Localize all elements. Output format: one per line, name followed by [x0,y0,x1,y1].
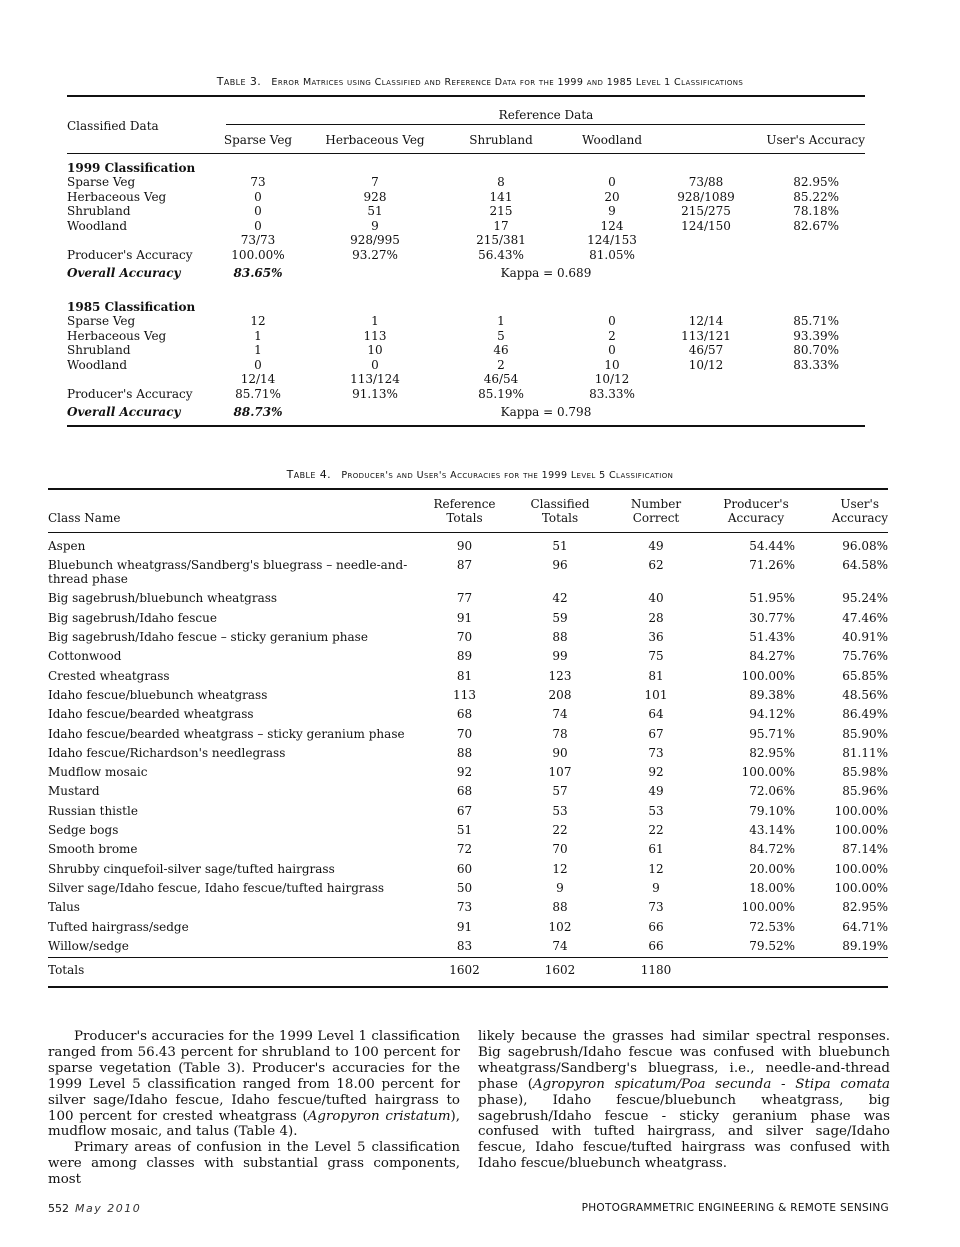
table4-producers-accuracy: 100.00% [741,668,795,683]
body-paragraph [478,1029,890,1172]
table4-producers-accuracy: 30.77% [749,610,795,625]
table3-classified-data-label: Classified Data [67,119,159,133]
table3-cell: 7 [371,175,379,189]
table4-number-correct: 12 [648,861,664,876]
table4-totals-empty [813,956,888,977]
table4-users-accuracy: 87.14% [842,842,888,857]
table4-producers-accuracy: 84.72% [749,842,795,857]
table3-pa-ratio: 113/124 [350,372,400,386]
table3-users-accuracy: 80.70% [793,343,839,357]
table3-cell: 0 [254,189,262,204]
table3-users-accuracy: 83.33% [793,357,839,372]
table-row [48,532,888,556]
table3-pa-value: 81.05% [589,247,635,262]
table4-users-accuracy: 75.76% [842,649,888,664]
table4-number-correct: 101 [644,687,668,702]
table3 [0,0,960,440]
table4-class-name: Willow/sedge [48,938,129,953]
table3-cell: 2 [497,357,505,372]
table4-users-accuracy: 95.24% [842,591,888,606]
table4-class-name: Big sagebrush/Idaho fescue – sticky geranium phase [48,630,368,645]
table3-cell: 5 [497,328,505,343]
table3-ratio: 124/150 [681,218,731,233]
table-row [48,821,888,840]
table3-pa-ratio: 12/14 [240,372,276,386]
table3-1999-row-name: Shrubland [67,204,131,218]
table4-header-producers-accuracy [703,497,813,532]
table4-reference-total: 72 [456,842,473,857]
table3-cell: 8 [497,175,505,189]
table4-producers-accuracy: 84.27% [749,649,795,664]
table4-caption [0,468,960,481]
table4-producers-accuracy: 20.00% [749,861,795,876]
table4-number-correct: 62 [648,557,664,572]
table3-pa-value: 85.19% [478,386,524,401]
table4-reference-total: 89 [456,649,473,664]
table4-header-line: Producer's [723,497,789,511]
table4-number-correct: 64 [648,707,664,722]
table4-class-name: Crested wheatgrass [48,668,170,683]
table3-cell: 12 [250,314,266,328]
body-text: Primary areas of confusion in the Level 5 classification were among classes with substantial grass components, most [48,1140,460,1188]
table4-producers-accuracy: 95.71% [749,726,795,741]
table3-kappa: Kappa = 0.798 [500,405,592,419]
table4-reference-total: 67 [456,803,473,818]
table3-cell: 73 [250,175,266,189]
table4-users-accuracy: 85.98% [842,765,888,780]
table4-class-name: Smooth brome [48,842,138,857]
table3-ratio: 46/57 [688,343,724,357]
table-row [48,859,888,878]
table4-class-name: Mustard [48,784,100,799]
table3-kappa: Kappa = 0.689 [500,266,592,280]
table4-number-correct: 49 [648,784,664,799]
table-row [48,608,888,627]
table4-users-accuracy: 100.00% [834,861,888,876]
table4-reference-total: 70 [456,630,473,645]
table4-users-accuracy: 100.00% [834,803,888,818]
table3-pa-value: 83.33% [589,386,635,401]
table3-1999-title: 1999 Classification [67,161,196,175]
table4-number-correct: 66 [648,919,664,934]
body-text-italic: Agropyron spicatum/Poa secunda - Stipa comata [532,1076,890,1092]
table4-class-name: Shrubby cinquefoil-silver sage/tufted hairgrass [48,861,335,876]
table4-producers-accuracy: 72.53% [749,919,795,934]
table-row [48,782,888,801]
table4-users-accuracy: 65.85% [842,668,888,683]
body-text: likely because the grasses had similar spectral responses. Big sagebrush/Idaho fescue was confused with bluebunch wheatgrass/Sandberg's bluegrass, i.e., needle-and-thread phase ( [478,1029,890,1092]
footer-left [48,1202,141,1215]
table3-cell: 0 [371,357,379,372]
table3-users-accuracy: 85.71% [793,314,839,328]
table4-users-accuracy: 86.49% [842,707,888,722]
table3-pa-ratio: 215/381 [476,233,526,247]
table3-cell: 1 [254,328,262,343]
table3-cell: 10 [367,343,383,357]
table4-title: Producer's and User's Accuracies for the 1999 Level 5 Classification [341,470,674,481]
table4-producers-accuracy: 71.26% [749,557,795,572]
table3-producers-accuracy-label: Producer's Accuracy [67,247,193,262]
table4-number-correct: 81 [648,668,664,683]
table3-header-herbaceous-veg: Herbaceous Veg [325,133,425,147]
body-column-left [48,1029,460,1188]
table4-users-accuracy: 89.19% [842,938,888,953]
table3-ratio: 10/12 [688,357,724,372]
table4-classified-total: 57 [552,784,568,799]
table4-class-name: Big sagebrush/Idaho fescue [48,610,217,625]
table3-cell: 1 [497,314,505,328]
table4-class-name: Cottonwood [48,649,122,664]
table4-producers-accuracy: 18.00% [749,880,795,895]
table4-header-users-accuracy [813,497,888,532]
issue-date: May 2010 [75,1202,142,1215]
table4-header-row [48,497,888,532]
table4-header-reference-totals [418,497,511,532]
table4-class-name: Idaho fescue/bearded wheatgrass – sticky geranium phase [48,726,405,741]
table-row [48,743,888,762]
table4-classified-total: 74 [552,707,568,722]
table3-producers-accuracy-label: Producer's Accuracy [67,386,193,401]
table-row [48,647,888,666]
table3-header-users-accuracy: User's Accuracy [766,133,865,147]
table3-cell: 928 [363,189,387,204]
table3-cell: 1 [371,314,379,328]
table4-reference-total: 51 [456,823,473,838]
table4-number-correct: 66 [648,938,664,953]
table-row [48,628,888,647]
table4-classified-total: 42 [552,591,568,606]
table3-overall-accuracy-value: 88.73% [233,405,283,419]
table4-number: Table 4. [286,468,332,481]
table4-classified-total: 107 [548,765,572,780]
table3-ratio: 928/1089 [677,189,735,204]
table3-1985-row-name: Shrubland [67,343,131,357]
table4-top-rule [48,488,888,490]
table3-cell: 0 [254,218,262,233]
table3-1999-row-name: Sparse Veg [67,175,136,189]
table4-number-correct: 61 [648,842,664,857]
table3-title: Error Matrices using Classified and Reference Data for the 1999 and 1985 Level 1 Classifications [271,77,744,88]
table-row [48,724,888,743]
table4-classified-total: 78 [552,726,568,741]
table4-number-correct: 67 [648,726,664,741]
table-row [48,936,888,955]
table-row [48,589,888,608]
table4-producers-accuracy: 100.00% [741,765,795,780]
table4-number-correct: 36 [648,630,664,645]
table3-cell: 215 [489,204,513,218]
table4-classified-total: 70 [552,842,568,857]
table3-cell: 46 [493,343,509,357]
table4-reference-total: 60 [456,861,473,876]
table4-class-name: Tufted hairgrass/sedge [48,919,189,934]
table3-cell: 51 [367,204,383,218]
table3-pa-value: 91.13% [352,386,398,401]
table-row [48,898,888,917]
table4-classified-total: 99 [552,649,568,664]
table4-classified-total: 88 [552,630,568,645]
table4-classified-total: 53 [552,803,568,818]
table4-class-name: Big sagebrush/bluebunch wheatgrass [48,591,278,606]
table4-classified-total: 88 [552,900,568,915]
table4-users-accuracy: 64.71% [842,919,888,934]
table3-cell: 9 [371,218,379,233]
table3-pa-ratio: 124/153 [587,233,637,247]
table4-producers-accuracy: 82.95% [749,745,795,760]
table4-class-name: Mudflow mosaic [48,765,148,780]
table4-header-number-correct [609,497,703,532]
table3-overall-accuracy-label: Overall Accuracy [67,266,181,280]
table4-totals-reference: 1602 [449,962,480,977]
table4-header-line: Totals [446,511,483,526]
table4-totals-label: Totals [48,962,85,977]
body-text-italic: Agropyron cristatum [307,1108,451,1124]
table3-users-accuracy: 93.39% [793,328,839,343]
table4-number-correct: 75 [648,649,664,664]
table4-classified-total: 102 [548,919,572,934]
journal-name: PHOTOGRAMMETRIC ENGINEERING & REMOTE SENSING [581,1202,889,1214]
table4-number-correct: 49 [648,538,664,553]
table3-overall-accuracy-value: 83.65% [233,266,283,280]
table3-users-accuracy: 82.67% [793,218,839,233]
table4-header-line: Number [630,497,682,511]
table3-cell: 9 [608,204,616,218]
table3-cell: 0 [254,357,262,372]
table4-users-accuracy: 81.11% [842,745,888,760]
table4-header-line: Accuracy [831,511,888,526]
table3-1999-row-name: Woodland [67,218,128,233]
table3-cell: 113 [363,328,387,343]
table4-header-class-name: Class Name [48,511,121,526]
table4-producers-accuracy: 51.95% [749,591,795,606]
table3-number: Table 3. [216,75,262,88]
table4-number-correct: 28 [648,610,664,625]
table4-users-accuracy: 40.91% [842,630,888,645]
table-row [48,878,888,897]
table3-cell: 10 [604,357,620,372]
table4-users-accuracy: 48.56% [842,687,888,702]
table3-ratio: 12/14 [688,314,724,328]
table3-pa-ratio: 73/73 [240,233,276,247]
table4-class-name: Russian thistle [48,803,138,818]
table3-header-sparse-veg: Sparse Veg [223,133,293,147]
table3-cell: 124 [600,218,624,233]
table4-reference-total: 68 [456,784,473,799]
table3-cell: 17 [493,218,509,233]
table3-cell: 0 [608,343,616,357]
table4-totals-correct: 1180 [640,962,672,977]
table4-totals-empty [703,956,813,977]
table3-pa-value: 56.43% [478,247,524,262]
table4-header-line: Correct [632,511,680,526]
table3-1985-row-name: Sparse Veg [67,314,136,328]
table3-header-woodland: Woodland [581,133,643,147]
table3-pa-ratio: 928/995 [350,233,400,247]
table4-number-correct: 53 [648,803,664,818]
table4-producers-accuracy: 79.52% [749,938,795,953]
table4-class-name: Idaho fescue/Richardson's needlegrass [48,745,286,760]
table3-users-accuracy: 82.95% [793,175,839,189]
table4-classified-total: 123 [548,668,572,683]
table4-classified-total: 208 [548,687,572,702]
page-number: 552 [48,1202,69,1215]
table4-producers-accuracy: 100.00% [741,900,795,915]
table-row [48,555,888,589]
table4 [48,497,888,977]
table4-header-line: Accuracy [727,511,785,526]
table4-class-name: Idaho fescue/bluebunch wheatgrass [48,687,268,702]
table4-reference-total: 91 [456,919,473,934]
table4-classified-total: 96 [552,557,568,572]
table4-reference-total: 87 [456,557,473,572]
table4-class-name: Silver sage/Idaho fescue, Idaho fescue/tufted hairgrass [48,880,385,895]
table4-users-accuracy: 85.90% [842,726,888,741]
table4-producers-accuracy: 72.06% [749,784,795,799]
table4-users-accuracy: 100.00% [834,823,888,838]
table3-cell: 20 [604,189,620,204]
table3-1985-row-name: Woodland [67,357,128,372]
table4-number-correct: 92 [648,765,664,780]
table4-producers-accuracy: 54.44% [749,538,795,553]
table-row [48,917,888,936]
table4-producers-accuracy: 79.10% [749,803,795,818]
table4-classified-total: 9 [556,880,564,895]
table4-header-line: Totals [541,511,579,526]
table4-header-classified-totals [511,497,609,532]
body-paragraph [48,1029,460,1140]
body-paragraph [48,1140,460,1188]
table3-pa-ratio: 10/12 [594,372,630,386]
table4-producers-accuracy: 51.43% [749,630,795,645]
table3-cell: 1 [254,343,262,357]
table4-bottom-rule [48,986,888,988]
table4-reference-total: 83 [456,938,473,953]
table3-cell: 0 [608,314,616,328]
table4-producers-accuracy: 89.38% [749,687,795,702]
table3-pa-value: 100.00% [231,247,285,262]
table4-reference-total: 90 [456,538,473,553]
table-row [48,840,888,859]
table4-number-correct: 22 [648,823,664,838]
table4-reference-total: 50 [456,880,473,895]
table-row [48,685,888,704]
table4-number-correct: 73 [648,900,664,915]
table3-cell: 2 [608,328,616,343]
table4-class-name: Bluebunch wheatgrass/Sandberg's bluegrass – needle-and-thread phase [48,557,408,587]
table4-classified-total: 22 [552,823,568,838]
table4-reference-total: 73 [456,900,473,915]
table3-header-shrubland: Shrubland [469,133,533,147]
table4-users-accuracy: 82.95% [842,900,888,915]
table4-reference-total: 77 [456,591,473,606]
table-row [48,763,888,782]
table3-cell: 141 [489,189,513,204]
table4-users-accuracy: 64.58% [842,557,888,572]
body-text: ), mudflow mosaic, and talus (Table 4). [48,1108,460,1140]
table4-header-line: User's [840,497,879,511]
table4-reference-total: 91 [456,610,473,625]
table4-class-name: Sedge bogs [48,823,119,838]
table4-number-correct: 40 [648,591,664,606]
table3-1985-title: 1985 Classification [67,300,196,314]
table3-users-accuracy: 78.18% [793,204,839,218]
body-text: Producer's accuracies for the 1999 Level 1 classification ranged from 56.43 percent for shrubland to 100 percent for sparse vegetation (Table 3). Producer's accuracies for the 1999 Level 5 classification ranged from 18.00 percent for silver sage/Idaho fescue, Idaho fescue/tufted hairgrass to 100 percent for crested wheatgrass ( [48,1029,460,1124]
table4-classified-total: 51 [552,538,568,553]
table4-header-line: Reference [433,497,496,511]
table4-producers-accuracy: 43.14% [749,823,795,838]
table4-reference-total: 88 [456,745,473,760]
table4-totals-classified: 1602 [544,962,576,977]
table-row [48,705,888,724]
table4-users-accuracy: 85.96% [842,784,888,799]
table4-users-accuracy: 96.08% [842,538,888,553]
table3-ratio: 215/275 [681,204,731,218]
table4-users-accuracy: 100.00% [834,880,888,895]
table4-users-accuracy: 47.46% [842,610,888,625]
table4-number-correct: 73 [648,745,664,760]
table4-body [48,532,888,956]
table3-1985-row-name: Herbaceous Veg [67,328,167,343]
table4-class-name: Aspen [48,538,86,553]
table3-overall-accuracy-label: Overall Accuracy [67,405,181,419]
table4-reference-total: 92 [456,765,473,780]
table4-number-correct: 9 [652,880,660,895]
table4-header-line: Classified [530,497,590,511]
table3-cell: 0 [254,204,262,218]
table4-class-name: Idaho fescue/bearded wheatgrass [48,707,254,722]
table3-reference-data-label: Reference Data [498,108,594,122]
table4-classified-total: 90 [552,745,568,760]
table4-totals-row [48,956,888,977]
table3-cell: 0 [608,175,616,189]
table3-pa-ratio: 46/54 [483,372,519,386]
table-row [48,666,888,685]
table4-classified-total: 12 [552,861,568,876]
table4-classified-total: 59 [552,610,568,625]
table4-classified-total: 74 [552,938,568,953]
table4-reference-total: 113 [453,687,476,702]
table-row [48,801,888,820]
body-column-right [478,1029,890,1172]
table3-ratio: 113/121 [681,328,731,343]
table3-ratio: 73/88 [688,175,724,189]
table4-class-name: Talus [48,900,80,915]
table3-users-accuracy: 85.22% [793,189,839,204]
table4-producers-accuracy: 94.12% [749,707,795,722]
body-text: phase), Idaho fescue/bluebunch wheatgrass, big sagebrush/Idaho fescue - sticky geranium phase was confused with tufted hairgrass, and silver sage/Idaho fescue, Idaho fescue/tufted hairgrass was confused with Idaho fescue/bluebunch wheatgrass. [478,1092,890,1172]
table4-reference-total: 68 [456,707,473,722]
table3-pa-value: 85.71% [235,386,281,401]
table4-reference-total: 81 [456,668,473,683]
table4-reference-total: 70 [456,726,473,741]
table3-1999-row-name: Herbaceous Veg [67,189,167,204]
table3-pa-value: 93.27% [352,247,398,262]
